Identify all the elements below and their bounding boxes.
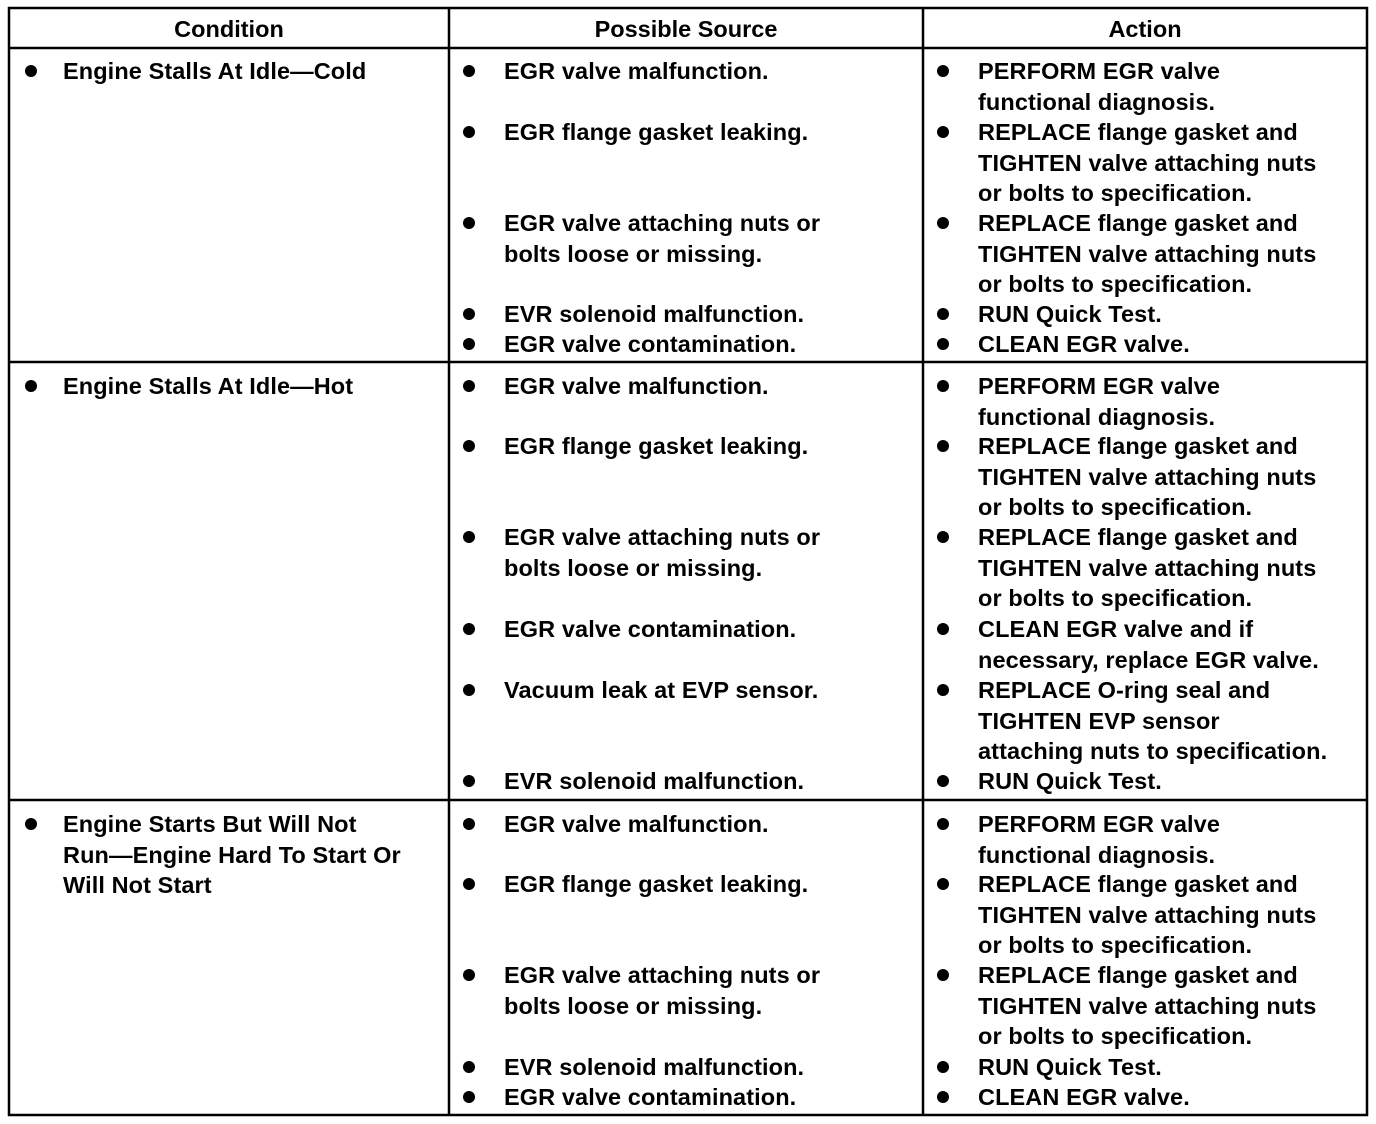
action-bullet-icon — [937, 623, 949, 635]
action-text: REPLACE flange gasket and — [978, 871, 1298, 897]
possible-source-text: EGR valve malfunction. — [504, 373, 769, 399]
action-text: PERFORM EGR valve — [978, 373, 1220, 399]
condition-text: Run—Engine Hard To Start Or — [63, 841, 401, 868]
action-bullet-icon — [937, 65, 949, 77]
action-text: TIGHTEN valve attaching nuts — [978, 240, 1317, 267]
action-text: or bolts to specification. — [978, 932, 1253, 958]
header-possible-source: Possible Source — [594, 16, 778, 42]
action-text: CLEAN EGR valve and if — [978, 616, 1254, 642]
action-text: PERFORM EGR valve — [978, 811, 1220, 837]
action-text: RUN Quick Test. — [978, 301, 1162, 327]
possible-source-text: EVR solenoid malfunction. — [504, 301, 805, 327]
source-bullet-icon — [463, 308, 475, 320]
action-bullet-icon — [937, 217, 949, 229]
action-bullet-icon — [937, 878, 949, 890]
possible-source-text: EGR flange gasket leaking. — [504, 871, 809, 897]
source-bullet-icon — [463, 623, 475, 635]
action-text: REPLACE flange gasket and — [978, 524, 1298, 550]
action-text: TIGHTEN valve attaching nuts — [978, 554, 1317, 581]
possible-source-text: EGR valve malfunction. — [504, 58, 769, 84]
action-text: REPLACE flange gasket and — [978, 433, 1298, 459]
possible-source-text: EGR valve malfunction. — [504, 811, 769, 837]
action-bullet-icon — [937, 531, 949, 543]
possible-source-text: EGR valve contamination. — [504, 1084, 797, 1110]
action-bullet-icon — [937, 380, 949, 392]
source-bullet-icon — [463, 338, 475, 350]
action-bullet-icon — [937, 818, 949, 830]
source-bullet-icon — [463, 65, 475, 77]
action-text: CLEAN EGR valve. — [978, 331, 1190, 357]
condition-text: Engine Stalls At Idle—Cold — [63, 58, 367, 84]
action-bullet-icon — [937, 308, 949, 320]
source-bullet-icon — [463, 531, 475, 543]
action-text: TIGHTEN valve attaching nuts — [978, 901, 1317, 928]
header-condition: Condition — [174, 16, 284, 42]
action-bullet-icon — [937, 969, 949, 981]
possible-source-text: bolts loose or missing. — [504, 992, 763, 1019]
source-bullet-icon — [463, 969, 475, 981]
possible-source-text: bolts loose or missing. — [504, 240, 763, 267]
possible-source-text: EVR solenoid malfunction. — [504, 1054, 805, 1080]
condition-bullet-icon — [25, 380, 37, 392]
condition-text: Engine Starts But Will Not — [63, 811, 357, 837]
possible-source-text: EGR valve attaching nuts or — [504, 962, 821, 988]
action-text: REPLACE flange gasket and — [978, 962, 1298, 988]
action-bullet-icon — [937, 775, 949, 787]
possible-source-text: bolts loose or missing. — [504, 554, 763, 581]
source-bullet-icon — [463, 440, 475, 452]
action-text: or bolts to specification. — [978, 271, 1253, 297]
action-text: TIGHTEN valve attaching nuts — [978, 992, 1317, 1019]
action-text: functional diagnosis. — [978, 88, 1216, 115]
action-text: RUN Quick Test. — [978, 1054, 1162, 1080]
source-bullet-icon — [463, 1061, 475, 1073]
action-text: functional diagnosis. — [978, 841, 1216, 868]
possible-source-text: Vacuum leak at EVP sensor. — [504, 677, 819, 703]
header-action: Action — [1108, 16, 1182, 42]
source-bullet-icon — [463, 380, 475, 392]
action-text: or bolts to specification. — [978, 180, 1253, 206]
source-bullet-icon — [463, 775, 475, 787]
action-text: or bolts to specification. — [978, 1023, 1253, 1049]
action-bullet-icon — [937, 126, 949, 138]
action-text: REPLACE flange gasket and — [978, 119, 1298, 145]
action-bullet-icon — [937, 338, 949, 350]
action-text: or bolts to specification. — [978, 494, 1253, 520]
action-text: REPLACE O-ring seal and — [978, 677, 1271, 703]
condition-text: Engine Stalls At Idle—Hot — [63, 373, 354, 399]
action-bullet-icon — [937, 684, 949, 696]
action-text: TIGHTEN valve attaching nuts — [978, 463, 1317, 490]
possible-source-text: EGR valve contamination. — [504, 616, 797, 642]
action-text: necessary, replace EGR valve. — [978, 646, 1319, 673]
action-text: functional diagnosis. — [978, 403, 1216, 430]
action-text: CLEAN EGR valve. — [978, 1084, 1190, 1110]
action-text: PERFORM EGR valve — [978, 58, 1220, 84]
condition-bullet-icon — [25, 818, 37, 830]
condition-bullet-icon — [25, 65, 37, 77]
action-text: REPLACE flange gasket and — [978, 210, 1298, 236]
source-bullet-icon — [463, 818, 475, 830]
possible-source-text: EGR flange gasket leaking. — [504, 119, 809, 145]
possible-source-text: EGR valve attaching nuts or — [504, 524, 821, 550]
action-text: or bolts to specification. — [978, 585, 1253, 611]
action-bullet-icon — [937, 1091, 949, 1103]
source-bullet-icon — [463, 217, 475, 229]
possible-source-text: EGR flange gasket leaking. — [504, 433, 809, 459]
possible-source-text: EVR solenoid malfunction. — [504, 768, 805, 794]
action-text: TIGHTEN valve attaching nuts — [978, 149, 1317, 176]
source-bullet-icon — [463, 126, 475, 138]
source-bullet-icon — [463, 878, 475, 890]
source-bullet-icon — [463, 684, 475, 696]
possible-source-text: EGR valve attaching nuts or — [504, 210, 821, 236]
action-bullet-icon — [937, 1061, 949, 1073]
action-text: RUN Quick Test. — [978, 768, 1162, 794]
action-text: TIGHTEN EVP sensor — [978, 707, 1220, 734]
action-bullet-icon — [937, 440, 949, 452]
possible-source-text: EGR valve contamination. — [504, 331, 797, 357]
action-text: attaching nuts to specification. — [978, 738, 1328, 764]
condition-text: Will Not Start — [63, 872, 212, 898]
source-bullet-icon — [463, 1091, 475, 1103]
